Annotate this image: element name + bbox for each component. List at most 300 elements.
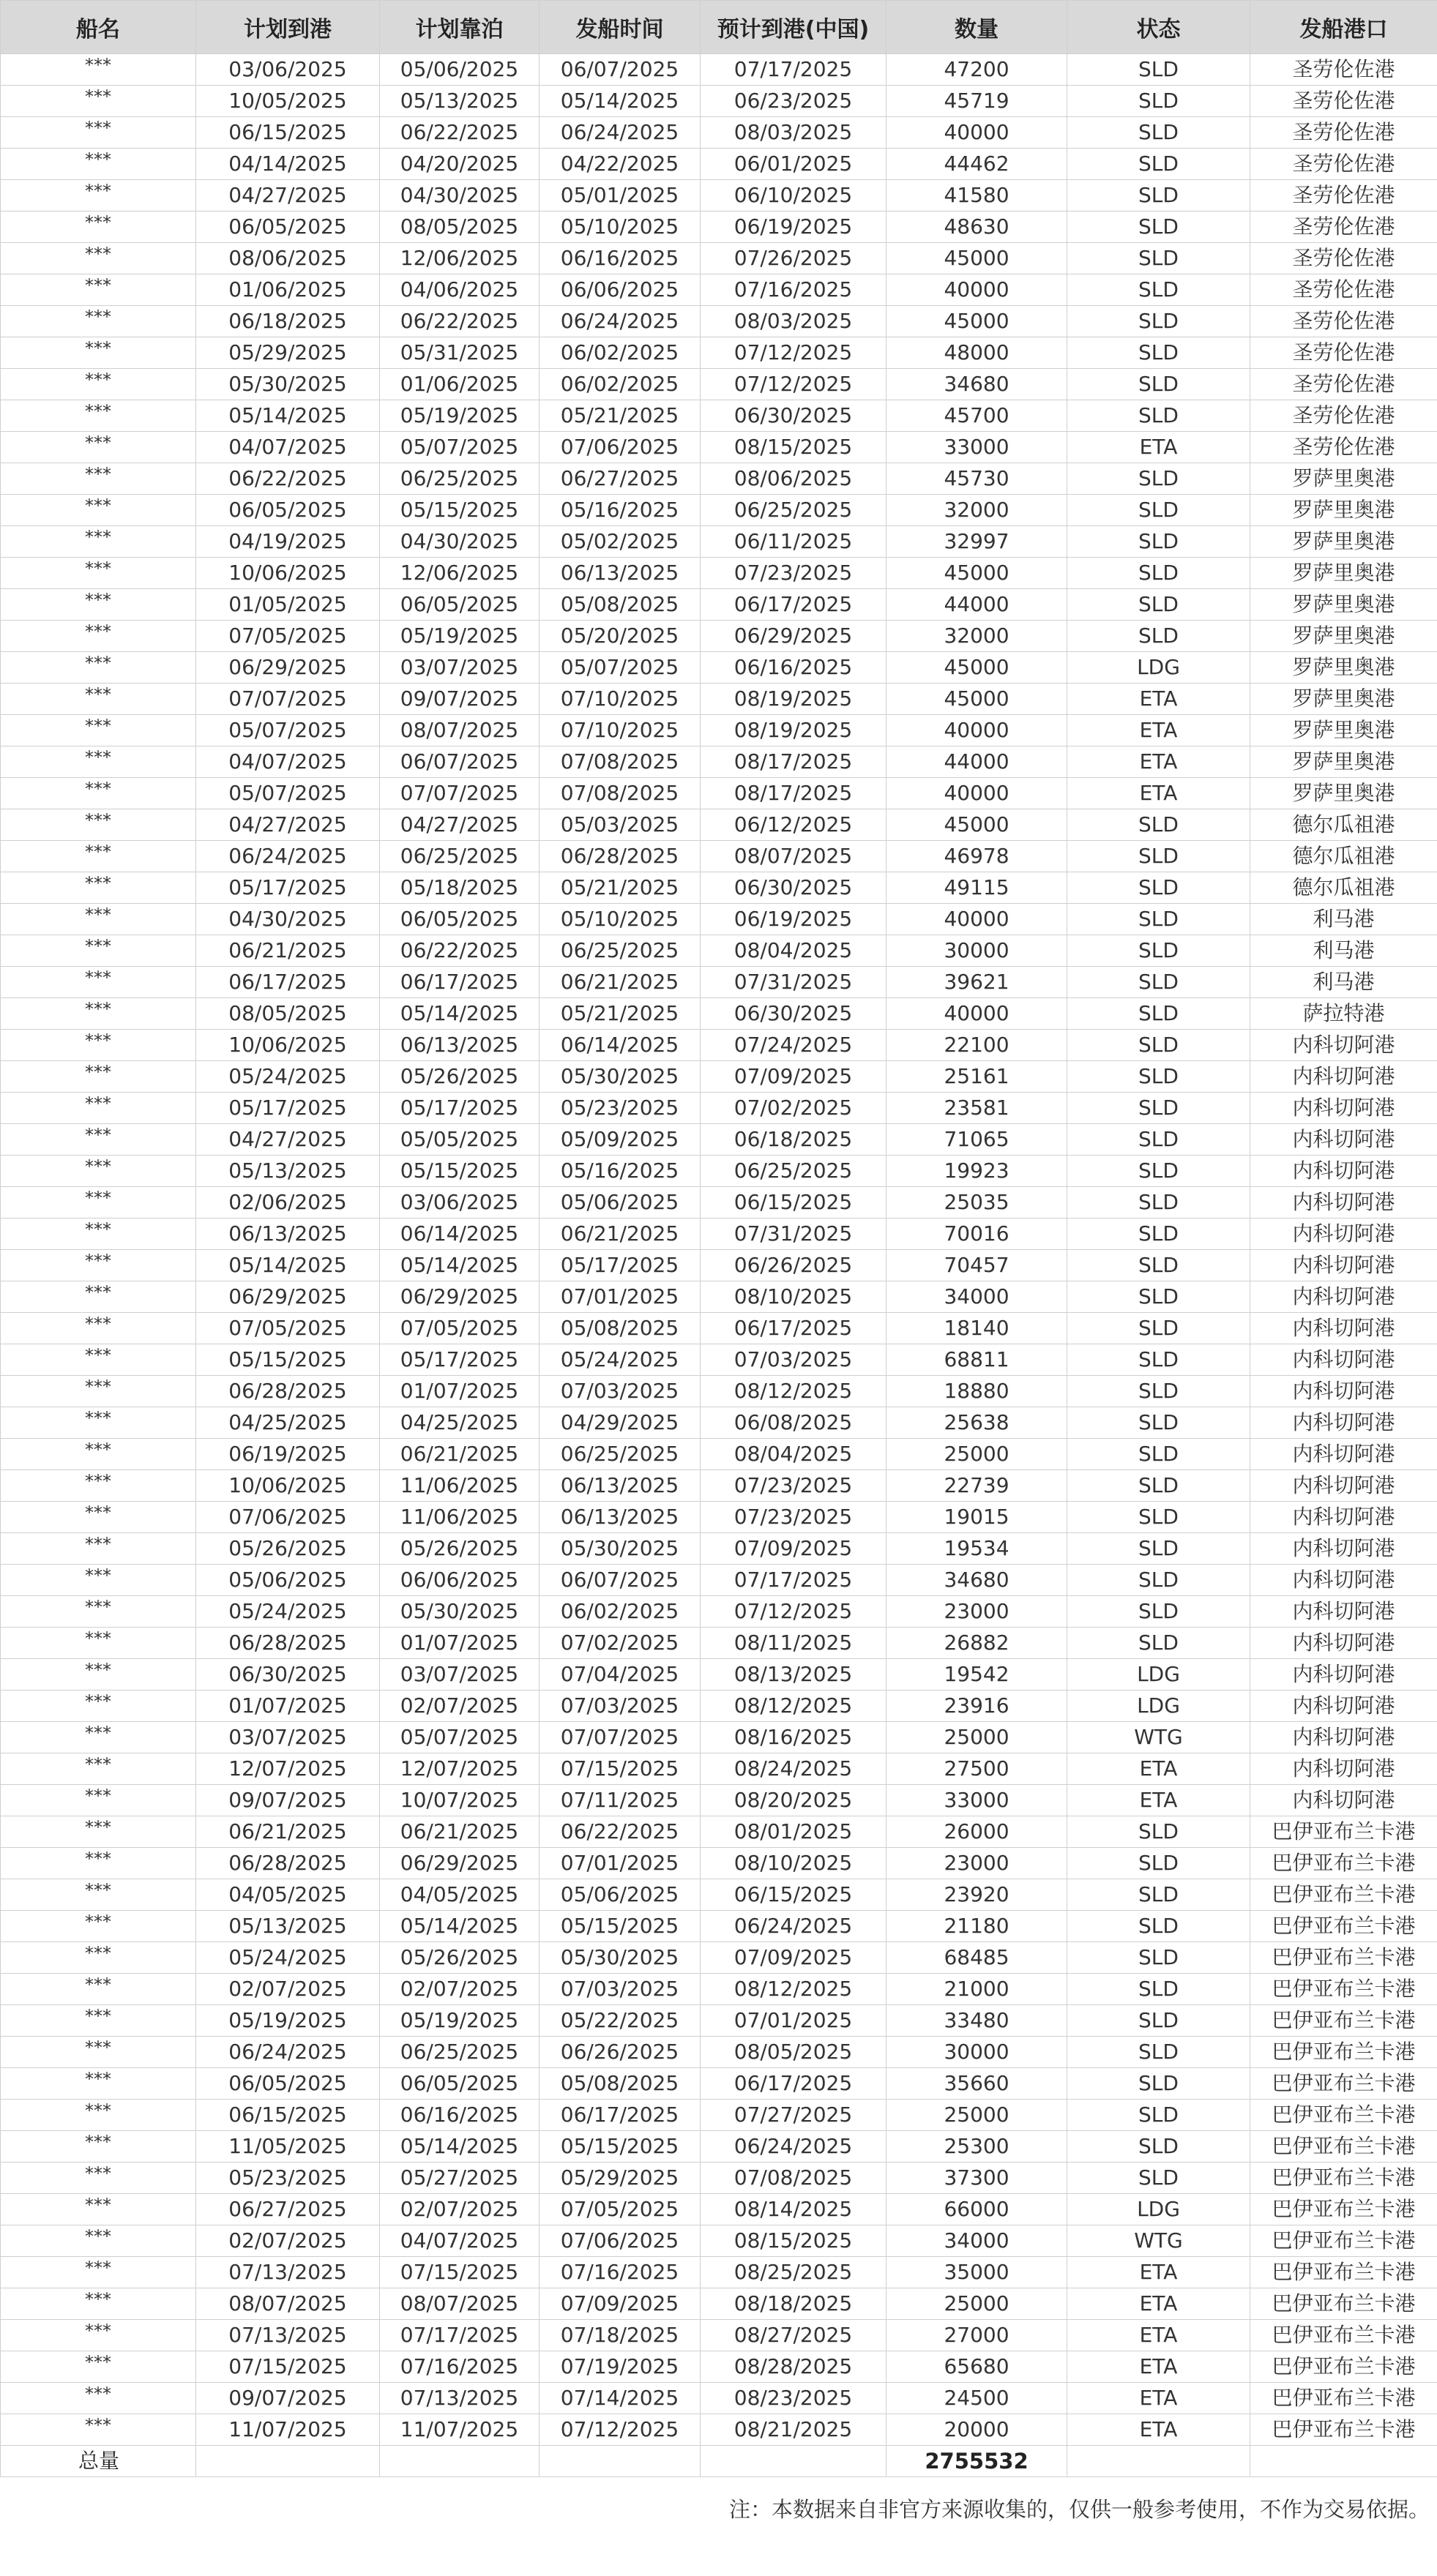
status-cell: LDG [1067, 2194, 1250, 2225]
table-row [1, 2163, 1437, 2194]
status-cell: ETA [1067, 2383, 1250, 2414]
status-cell: SLD [1067, 1942, 1250, 1974]
quantity-cell: 47200 [887, 54, 1067, 86]
departure-port-cell: 圣劳伦佐港 [1250, 432, 1437, 463]
planned-berth-cell: 03/07/2025 [380, 652, 540, 684]
status-cell: SLD [1067, 621, 1250, 652]
planned-arrival-cell: 05/17/2025 [196, 872, 380, 904]
departure-time-cell: 06/28/2025 [540, 841, 701, 872]
quantity-cell: 44000 [887, 746, 1067, 778]
table-row [1, 1565, 1437, 1596]
table-row [1, 1753, 1437, 1785]
departure-port-cell: 巴伊亚布兰卡港 [1250, 2320, 1437, 2351]
table-row [1, 117, 1437, 149]
ship-name-cell: *** [1, 1722, 196, 1753]
planned-berth-cell: 05/14/2025 [380, 2131, 540, 2163]
quantity-cell: 40000 [887, 715, 1067, 746]
eta-china-cell: 07/23/2025 [701, 1470, 887, 1502]
planned-berth-cell: 06/16/2025 [380, 2100, 540, 2131]
planned-berth-cell: 11/06/2025 [380, 1502, 540, 1533]
planned-berth-cell: 12/07/2025 [380, 1753, 540, 1785]
quantity-cell: 18880 [887, 1376, 1067, 1407]
departure-port-cell: 内科切阿港 [1250, 1628, 1437, 1659]
planned-arrival-cell: 06/18/2025 [196, 306, 380, 337]
planned-arrival-cell: 07/05/2025 [196, 621, 380, 652]
ship-name-cell: *** [1, 2383, 196, 2414]
planned-arrival-cell: 05/29/2025 [196, 337, 380, 369]
departure-time-cell: 07/16/2025 [540, 2257, 701, 2288]
ship-name-cell: *** [1, 1785, 196, 1816]
status-cell: LDG [1067, 652, 1250, 684]
departure-port-cell: 巴伊亚布兰卡港 [1250, 1848, 1437, 1879]
quantity-cell: 45719 [887, 86, 1067, 117]
planned-berth-cell: 07/15/2025 [380, 2257, 540, 2288]
planned-berth-cell: 06/06/2025 [380, 1565, 540, 1596]
planned-arrival-cell: 10/05/2025 [196, 86, 380, 117]
eta-china-cell: 08/24/2025 [701, 1753, 887, 1785]
departure-time-cell: 06/02/2025 [540, 337, 701, 369]
ship-name-cell: *** [1, 2131, 196, 2163]
planned-berth-cell: 01/07/2025 [380, 1628, 540, 1659]
departure-port-cell: 罗萨里奥港 [1250, 589, 1437, 621]
departure-time-cell: 06/07/2025 [540, 54, 701, 86]
departure-port-cell: 圣劳伦佐港 [1250, 369, 1437, 400]
ship-name-cell: *** [1, 904, 196, 935]
ship-name-cell: *** [1, 1376, 196, 1407]
planned-arrival-cell: 07/06/2025 [196, 1502, 380, 1533]
planned-arrival-cell: 06/27/2025 [196, 2194, 380, 2225]
ship-name-cell: *** [1, 1596, 196, 1628]
departure-time-cell: 07/15/2025 [540, 1753, 701, 1785]
quantity-cell: 30000 [887, 935, 1067, 967]
planned-arrival-cell: 05/13/2025 [196, 1911, 380, 1942]
eta-china-cell: 06/30/2025 [701, 400, 887, 432]
planned-arrival-cell: 02/07/2025 [196, 1974, 380, 2005]
ship-name-cell: *** [1, 306, 196, 337]
status-cell: SLD [1067, 558, 1250, 589]
departure-time-cell: 05/23/2025 [540, 1093, 701, 1124]
status-cell: ETA [1067, 2288, 1250, 2320]
eta-china-cell: 07/08/2025 [701, 2163, 887, 2194]
quantity-cell: 27000 [887, 2320, 1067, 2351]
ship-name-cell: *** [1, 337, 196, 369]
eta-china-cell: 06/01/2025 [701, 149, 887, 180]
quantity-cell: 48630 [887, 211, 1067, 243]
planned-arrival-cell: 04/25/2025 [196, 1407, 380, 1439]
ship-name-cell: *** [1, 1281, 196, 1313]
departure-time-cell: 07/10/2025 [540, 715, 701, 746]
status-cell: SLD [1067, 400, 1250, 432]
table-row [1, 684, 1437, 715]
eta-china-cell: 06/30/2025 [701, 872, 887, 904]
table-row [1, 652, 1437, 684]
eta-china-cell: 06/10/2025 [701, 180, 887, 211]
ship-name-cell: *** [1, 1439, 196, 1470]
table-row [1, 935, 1437, 967]
status-cell: SLD [1067, 1344, 1250, 1376]
planned-arrival-cell: 06/30/2025 [196, 1659, 380, 1690]
eta-china-cell: 06/18/2025 [701, 1124, 887, 1156]
departure-time-cell: 07/12/2025 [540, 2414, 701, 2446]
table-row [1, 841, 1437, 872]
status-cell: SLD [1067, 1533, 1250, 1565]
eta-china-cell: 08/12/2025 [701, 1974, 887, 2005]
planned-arrival-cell: 05/06/2025 [196, 1565, 380, 1596]
table-row [1, 1376, 1437, 1407]
planned-berth-cell: 05/07/2025 [380, 1722, 540, 1753]
header-planned-berth: 计划靠泊 [380, 1, 540, 54]
departure-port-cell: 内科切阿港 [1250, 1533, 1437, 1565]
status-cell: SLD [1067, 1439, 1250, 1470]
planned-berth-cell: 06/17/2025 [380, 967, 540, 998]
eta-china-cell: 07/03/2025 [701, 1344, 887, 1376]
table-row [1, 1628, 1437, 1659]
status-cell: WTG [1067, 2225, 1250, 2257]
status-cell: SLD [1067, 1407, 1250, 1439]
ship-name-cell: *** [1, 967, 196, 998]
table-row [1, 558, 1437, 589]
ship-name-cell: *** [1, 589, 196, 621]
eta-china-cell: 07/17/2025 [701, 1565, 887, 1596]
departure-port-cell: 罗萨里奥港 [1250, 463, 1437, 495]
eta-china-cell: 06/25/2025 [701, 1156, 887, 1187]
status-cell: SLD [1067, 1313, 1250, 1344]
departure-port-cell: 罗萨里奥港 [1250, 652, 1437, 684]
departure-port-cell: 巴伊亚布兰卡港 [1250, 2005, 1437, 2037]
table-row [1, 526, 1437, 558]
status-cell: ETA [1067, 2351, 1250, 2383]
total-quantity: 2755532 [887, 2446, 1067, 2477]
table-row [1, 809, 1437, 841]
planned-berth-cell: 08/05/2025 [380, 211, 540, 243]
quantity-cell: 25300 [887, 2131, 1067, 2163]
planned-arrival-cell: 06/15/2025 [196, 117, 380, 149]
planned-arrival-cell: 06/05/2025 [196, 211, 380, 243]
ship-name-cell: *** [1, 1628, 196, 1659]
planned-berth-cell: 09/07/2025 [380, 684, 540, 715]
status-cell: SLD [1067, 1156, 1250, 1187]
quantity-cell: 25035 [887, 1187, 1067, 1218]
table-row [1, 1187, 1437, 1218]
table-row [1, 274, 1437, 306]
planned-arrival-cell: 06/28/2025 [196, 1848, 380, 1879]
planned-berth-cell: 06/05/2025 [380, 904, 540, 935]
quantity-cell: 25161 [887, 1061, 1067, 1093]
planned-berth-cell: 05/14/2025 [380, 998, 540, 1030]
ship-name-cell: *** [1, 400, 196, 432]
ship-name-cell: *** [1, 935, 196, 967]
status-cell: ETA [1067, 715, 1250, 746]
quantity-cell: 21000 [887, 1974, 1067, 2005]
planned-arrival-cell: 07/15/2025 [196, 2351, 380, 2383]
departure-port-cell: 罗萨里奥港 [1250, 558, 1437, 589]
eta-china-cell: 07/12/2025 [701, 337, 887, 369]
status-cell: SLD [1067, 1218, 1250, 1250]
departure-time-cell: 06/27/2025 [540, 463, 701, 495]
departure-time-cell: 07/05/2025 [540, 2194, 701, 2225]
planned-berth-cell: 05/06/2025 [380, 54, 540, 86]
departure-time-cell: 07/08/2025 [540, 746, 701, 778]
planned-berth-cell: 07/13/2025 [380, 2383, 540, 2414]
departure-time-cell: 07/01/2025 [540, 1848, 701, 1879]
ship-name-cell: *** [1, 1313, 196, 1344]
ship-name-cell: *** [1, 1974, 196, 2005]
planned-berth-cell: 11/07/2025 [380, 2414, 540, 2446]
status-cell: ETA [1067, 2414, 1250, 2446]
planned-berth-cell: 07/05/2025 [380, 1313, 540, 1344]
table-row [1, 778, 1437, 809]
departure-port-cell: 巴伊亚布兰卡港 [1250, 1911, 1437, 1942]
departure-time-cell: 05/16/2025 [540, 1156, 701, 1187]
departure-time-cell: 07/07/2025 [540, 1722, 701, 1753]
status-cell: ETA [1067, 778, 1250, 809]
table-header [1, 1, 1437, 54]
ship-name-cell: *** [1, 1533, 196, 1565]
table-row [1, 86, 1437, 117]
departure-port-cell: 内科切阿港 [1250, 1690, 1437, 1722]
departure-time-cell: 06/21/2025 [540, 1218, 701, 1250]
planned-berth-cell: 04/07/2025 [380, 2225, 540, 2257]
eta-china-cell: 08/19/2025 [701, 715, 887, 746]
status-cell: SLD [1067, 809, 1250, 841]
quantity-cell: 45000 [887, 684, 1067, 715]
eta-china-cell: 07/09/2025 [701, 1533, 887, 1565]
quantity-cell: 70016 [887, 1218, 1067, 1250]
status-cell: SLD [1067, 589, 1250, 621]
quantity-cell: 23916 [887, 1690, 1067, 1722]
status-cell: SLD [1067, 841, 1250, 872]
departure-time-cell: 05/08/2025 [540, 2068, 701, 2100]
planned-arrival-cell: 06/22/2025 [196, 463, 380, 495]
planned-berth-cell: 04/05/2025 [380, 1879, 540, 1911]
departure-time-cell: 05/08/2025 [540, 1313, 701, 1344]
departure-port-cell: 巴伊亚布兰卡港 [1250, 2288, 1437, 2320]
table-row [1, 2383, 1437, 2414]
planned-berth-cell: 06/25/2025 [380, 841, 540, 872]
total-empty-cell [1067, 2446, 1250, 2477]
departure-port-cell: 圣劳伦佐港 [1250, 274, 1437, 306]
departure-port-cell: 内科切阿港 [1250, 1376, 1437, 1407]
table-row [1, 1124, 1437, 1156]
departure-time-cell: 05/08/2025 [540, 589, 701, 621]
departure-time-cell: 07/02/2025 [540, 1628, 701, 1659]
header-status: 状态 [1067, 1, 1250, 54]
table-row [1, 1942, 1437, 1974]
header-departure-time: 发船时间 [540, 1, 701, 54]
planned-arrival-cell: 04/27/2025 [196, 809, 380, 841]
planned-arrival-cell: 05/23/2025 [196, 2163, 380, 2194]
quantity-cell: 22100 [887, 1030, 1067, 1061]
eta-china-cell: 08/12/2025 [701, 1376, 887, 1407]
departure-port-cell: 巴伊亚布兰卡港 [1250, 1879, 1437, 1911]
table-row [1, 1659, 1437, 1690]
planned-berth-cell: 05/30/2025 [380, 1596, 540, 1628]
ship-name-cell: *** [1, 1124, 196, 1156]
ship-name-cell: *** [1, 1753, 196, 1785]
planned-berth-cell: 08/07/2025 [380, 715, 540, 746]
status-cell: SLD [1067, 2131, 1250, 2163]
planned-berth-cell: 03/07/2025 [380, 1659, 540, 1690]
ship-name-cell: *** [1, 1942, 196, 1974]
table-row [1, 1502, 1437, 1533]
planned-berth-cell: 05/31/2025 [380, 337, 540, 369]
departure-port-cell: 罗萨里奥港 [1250, 684, 1437, 715]
planned-arrival-cell: 08/06/2025 [196, 243, 380, 274]
planned-arrival-cell: 05/07/2025 [196, 715, 380, 746]
planned-arrival-cell: 04/07/2025 [196, 432, 380, 463]
departure-time-cell: 07/01/2025 [540, 1281, 701, 1313]
quantity-cell: 49115 [887, 872, 1067, 904]
departure-port-cell: 圣劳伦佐港 [1250, 400, 1437, 432]
planned-arrival-cell: 12/07/2025 [196, 1753, 380, 1785]
planned-berth-cell: 05/17/2025 [380, 1093, 540, 1124]
status-cell: SLD [1067, 1879, 1250, 1911]
ship-name-cell: *** [1, 54, 196, 86]
planned-arrival-cell: 06/28/2025 [196, 1376, 380, 1407]
status-cell: SLD [1067, 243, 1250, 274]
planned-arrival-cell: 09/07/2025 [196, 2383, 380, 2414]
status-cell: SLD [1067, 117, 1250, 149]
quantity-cell: 40000 [887, 274, 1067, 306]
table-row [1, 2100, 1437, 2131]
planned-berth-cell: 12/06/2025 [380, 558, 540, 589]
table-row [1, 1974, 1437, 2005]
planned-berth-cell: 06/22/2025 [380, 935, 540, 967]
ship-name-cell: *** [1, 1502, 196, 1533]
ship-name-cell: *** [1, 2037, 196, 2068]
ship-name-cell: *** [1, 1187, 196, 1218]
planned-arrival-cell: 05/24/2025 [196, 1061, 380, 1093]
table-row [1, 54, 1437, 86]
quantity-cell: 35660 [887, 2068, 1067, 2100]
planned-arrival-cell: 04/05/2025 [196, 1879, 380, 1911]
table-row [1, 1093, 1437, 1124]
departure-port-cell: 巴伊亚布兰卡港 [1250, 2037, 1437, 2068]
header-planned-arrival: 计划到港 [196, 1, 380, 54]
departure-port-cell: 巴伊亚布兰卡港 [1250, 1974, 1437, 2005]
departure-time-cell: 07/04/2025 [540, 1659, 701, 1690]
table-row [1, 2351, 1437, 2383]
eta-china-cell: 08/03/2025 [701, 306, 887, 337]
table-row [1, 1281, 1437, 1313]
departure-time-cell: 05/06/2025 [540, 1187, 701, 1218]
planned-berth-cell: 05/15/2025 [380, 1156, 540, 1187]
planned-arrival-cell: 02/07/2025 [196, 2225, 380, 2257]
ship-name-cell: *** [1, 274, 196, 306]
planned-arrival-cell: 05/15/2025 [196, 1344, 380, 1376]
planned-arrival-cell: 02/06/2025 [196, 1187, 380, 1218]
total-row [1, 2446, 1437, 2477]
ship-name-cell: *** [1, 1407, 196, 1439]
planned-berth-cell: 06/22/2025 [380, 117, 540, 149]
status-cell: SLD [1067, 1596, 1250, 1628]
ship-name-cell: *** [1, 2005, 196, 2037]
departure-port-cell: 内科切阿港 [1250, 1187, 1437, 1218]
status-cell: SLD [1067, 2163, 1250, 2194]
status-cell: SLD [1067, 495, 1250, 526]
quantity-cell: 37300 [887, 2163, 1067, 2194]
table-row [1, 1313, 1437, 1344]
quantity-cell: 26000 [887, 1816, 1067, 1848]
ship-name-cell: *** [1, 746, 196, 778]
planned-berth-cell: 01/06/2025 [380, 369, 540, 400]
planned-berth-cell: 05/26/2025 [380, 1061, 540, 1093]
header-ship-name: 船名 [1, 1, 196, 54]
eta-china-cell: 06/24/2025 [701, 1911, 887, 1942]
ship-name-cell: *** [1, 1816, 196, 1848]
status-cell: SLD [1067, 86, 1250, 117]
planned-arrival-cell: 06/28/2025 [196, 1628, 380, 1659]
departure-port-cell: 内科切阿港 [1250, 1565, 1437, 1596]
planned-arrival-cell: 04/30/2025 [196, 904, 380, 935]
table-row [1, 2131, 1437, 2163]
planned-arrival-cell: 05/26/2025 [196, 1533, 380, 1565]
departure-port-cell: 利马港 [1250, 904, 1437, 935]
table-row [1, 149, 1437, 180]
ship-name-cell: *** [1, 778, 196, 809]
departure-port-cell: 内科切阿港 [1250, 1344, 1437, 1376]
ship-name-cell: *** [1, 2320, 196, 2351]
planned-arrival-cell: 08/05/2025 [196, 998, 380, 1030]
eta-china-cell: 08/15/2025 [701, 2225, 887, 2257]
planned-berth-cell: 10/07/2025 [380, 1785, 540, 1816]
departure-time-cell: 05/03/2025 [540, 809, 701, 841]
planned-berth-cell: 06/21/2025 [380, 1439, 540, 1470]
departure-port-cell: 巴伊亚布兰卡港 [1250, 2414, 1437, 2446]
quantity-cell: 40000 [887, 778, 1067, 809]
eta-china-cell: 08/12/2025 [701, 1690, 887, 1722]
table-row [1, 1250, 1437, 1281]
planned-arrival-cell: 05/24/2025 [196, 1942, 380, 1974]
planned-berth-cell: 04/25/2025 [380, 1407, 540, 1439]
eta-china-cell: 07/12/2025 [701, 1596, 887, 1628]
quantity-cell: 65680 [887, 2351, 1067, 2383]
status-cell: SLD [1067, 1376, 1250, 1407]
departure-port-cell: 罗萨里奥港 [1250, 526, 1437, 558]
table-row [1, 2068, 1437, 2100]
planned-berth-cell: 08/07/2025 [380, 2288, 540, 2320]
planned-arrival-cell: 05/24/2025 [196, 1596, 380, 1628]
status-cell: SLD [1067, 872, 1250, 904]
departure-time-cell: 06/17/2025 [540, 2100, 701, 2131]
status-cell: SLD [1067, 1848, 1250, 1879]
planned-arrival-cell: 01/07/2025 [196, 1690, 380, 1722]
planned-arrival-cell: 06/21/2025 [196, 1816, 380, 1848]
planned-berth-cell: 11/06/2025 [380, 1470, 540, 1502]
table-row [1, 1690, 1437, 1722]
quantity-cell: 45700 [887, 400, 1067, 432]
ship-name-cell: *** [1, 715, 196, 746]
departure-time-cell: 05/29/2025 [540, 2163, 701, 2194]
planned-arrival-cell: 04/27/2025 [196, 1124, 380, 1156]
departure-time-cell: 04/29/2025 [540, 1407, 701, 1439]
eta-china-cell: 08/19/2025 [701, 684, 887, 715]
table-row [1, 621, 1437, 652]
planned-berth-cell: 04/30/2025 [380, 180, 540, 211]
eta-china-cell: 06/23/2025 [701, 86, 887, 117]
ship-name-cell: *** [1, 463, 196, 495]
departure-port-cell: 圣劳伦佐港 [1250, 337, 1437, 369]
eta-china-cell: 06/16/2025 [701, 652, 887, 684]
eta-china-cell: 08/10/2025 [701, 1848, 887, 1879]
eta-china-cell: 06/19/2025 [701, 211, 887, 243]
departure-time-cell: 05/17/2025 [540, 1250, 701, 1281]
header-row [1, 1, 1437, 54]
status-cell: SLD [1067, 998, 1250, 1030]
planned-berth-cell: 07/17/2025 [380, 2320, 540, 2351]
planned-berth-cell: 12/06/2025 [380, 243, 540, 274]
planned-arrival-cell: 10/06/2025 [196, 1030, 380, 1061]
